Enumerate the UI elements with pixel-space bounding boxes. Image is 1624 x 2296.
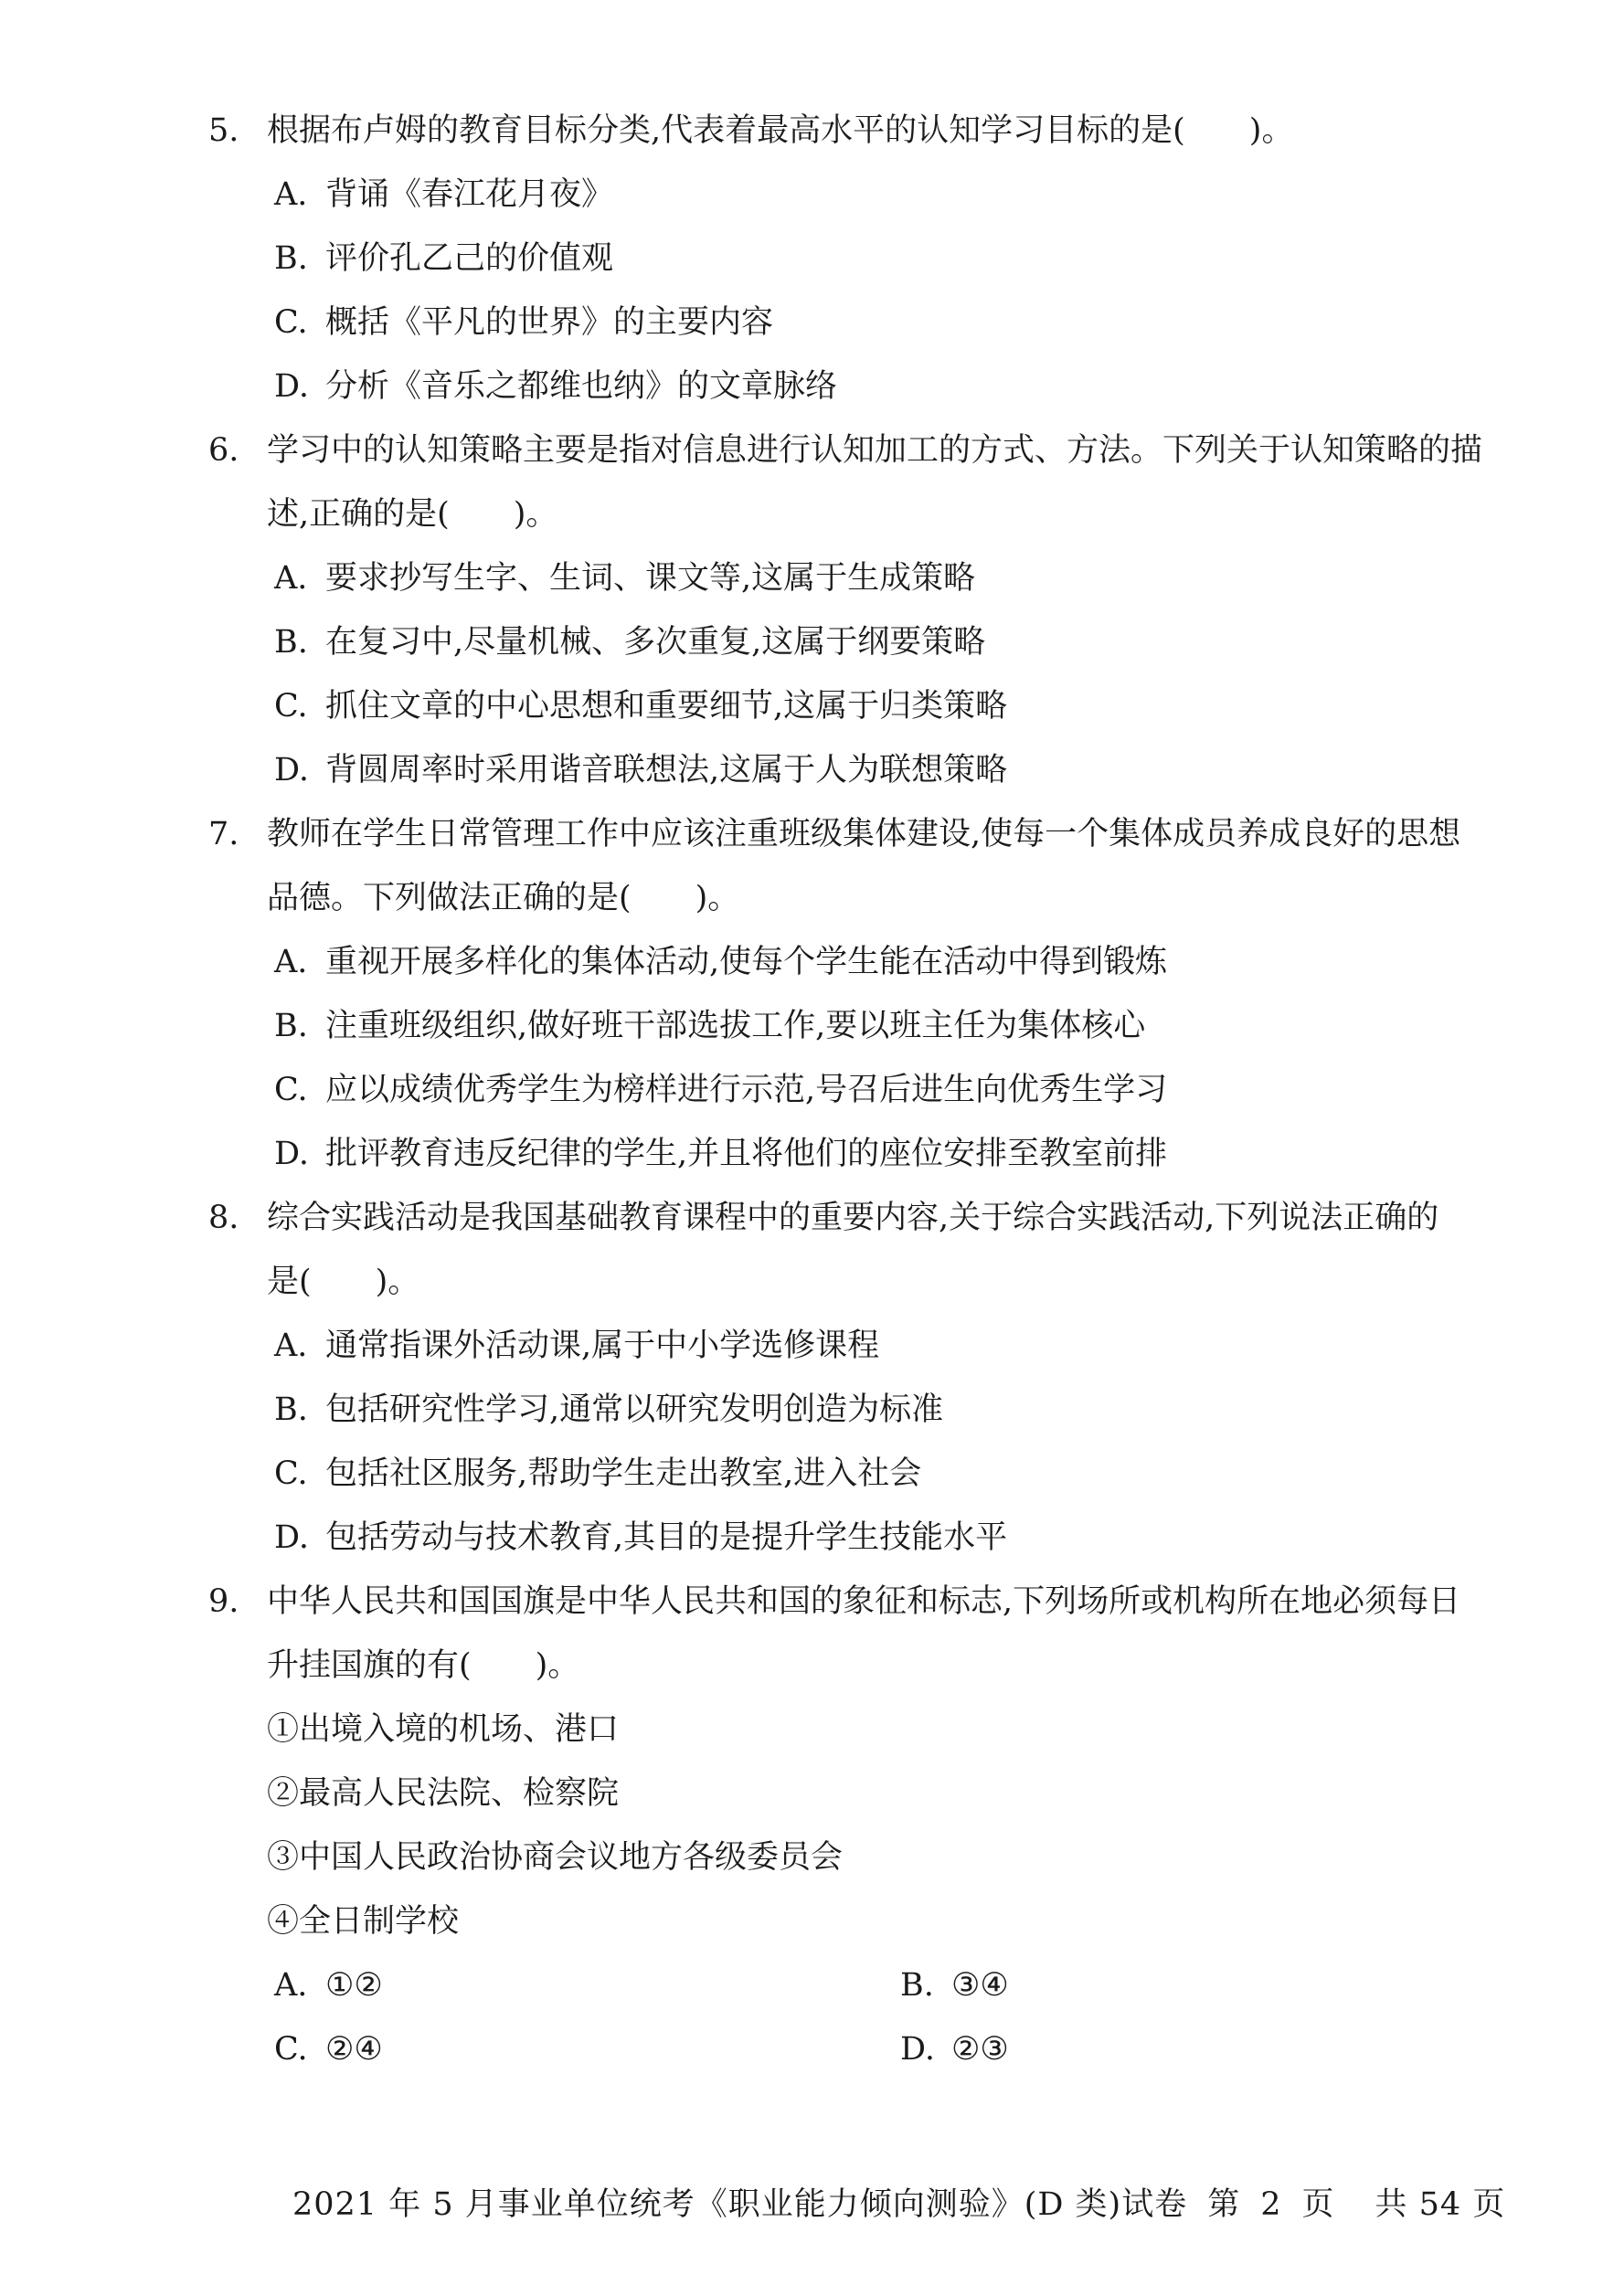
option-c [274,302,773,344]
option-a [274,1964,383,2006]
option-letter: D. [274,1136,309,1172]
option-letter: B. [900,1967,934,2004]
question-stem-cont: 升挂国旗的有( )。 [267,1647,580,1684]
question-stem: 教师在学生日常管理工作中应该注重班级集体建设,使每一个集体成员养成良好的思想 [267,816,1461,852]
option-d [900,2028,1009,2070]
option-text: 分析《音乐之都维也纳》的文章脉络 [325,368,838,405]
question-number: 9. [208,1583,239,1620]
option-letter: C. [274,688,308,725]
option-letter: D. [274,752,309,788]
question-stem: 中华人民共和国国旗是中华人民共和国的象征和标志,下列场所或机构所在地必须每日 [267,1583,1461,1620]
statement-item: ④全日制学校 [267,1903,460,1940]
option-b [274,238,613,280]
option-b [274,1005,1145,1047]
statement-item: ②最高人民法院、检察院 [267,1775,620,1812]
option-text: 在复习中,尽量机械、多次重复,这属于纲要策略 [325,624,986,661]
option-text: 重视开展多样化的集体活动,使每个学生能在活动中得到锻炼 [325,944,1168,980]
option-text: 概括《平凡的世界》的主要内容 [325,304,774,341]
option-a [274,941,1167,983]
option-d [274,365,837,407]
option-text: 通常指课外活动课,属于中小学选修课程 [325,1328,880,1364]
option-c [274,1069,1167,1111]
option-text: 批评教育违反纪律的学生,并且将他们的座位安排至教室前排 [325,1136,1168,1172]
option-text: 应以成绩优秀学生为榜样进行示范,号召后进生向优秀生学习 [325,1072,1168,1108]
option-letter: D. [274,368,309,405]
question-number: 5. [208,112,239,149]
option-letter: C. [274,304,308,341]
question-stem-cont: 述,正确的是( )。 [267,496,558,533]
option-c [274,685,1007,727]
option-d [274,1133,1167,1175]
option-letter: A. [274,1967,308,2004]
option-text: ②④ [325,2031,383,2068]
option-text: 注重班级组织,做好班干部选拔工作,要以班主任为集体核心 [325,1008,1146,1044]
question-number: 6. [208,432,239,469]
footer-page-unit: 页 [1301,2186,1335,2223]
option-letter: A. [274,560,308,597]
option-text: 包括社区服务,帮助学生走出教室,进入社会 [325,1455,922,1492]
option-letter: D. [900,2031,935,2068]
footer-page-label: 第 [1207,2186,1241,2223]
option-text: 抓住文章的中心思想和重要细节,这属于归类策略 [325,688,1008,725]
option-text: ②③ [951,2031,1009,2068]
option-b [274,1389,943,1431]
footer-exam-title: 2021 年 5 月事业单位统考《职业能力倾向测验》(D 类)试卷 [292,2186,1188,2223]
option-d [274,1517,1007,1559]
option-letter: A. [274,176,308,213]
footer-total-pages: 共 54 页 [1375,2186,1506,2223]
option-c [274,1453,921,1495]
option-text: 包括研究性学习,通常以研究发明创造为标准 [325,1391,944,1428]
option-text: 包括劳动与技术教育,其目的是提升学生技能水平 [325,1519,1008,1556]
option-text: 评价孔乙己的价值观 [325,240,614,277]
option-text: ③④ [951,1967,1009,2004]
option-a [274,174,613,216]
option-a [274,557,975,599]
option-letter: B. [274,624,308,661]
question-stem-cont: 品德。下列做法正确的是( )。 [267,880,740,916]
footer-page-number: 2 [1260,2186,1282,2223]
option-text: 背诵《春江花月夜》 [325,176,614,213]
option-letter: A. [274,1328,308,1364]
statement-item: ①出境入境的机场、港口 [267,1711,620,1748]
question-stem: 综合实践活动是我国基础教育课程中的重要内容,关于综合实践活动,下列说法正确的 [267,1200,1439,1236]
option-text: 要求抄写生字、生词、课文等,这属于生成策略 [325,560,976,597]
option-b [900,1964,1009,2006]
page-footer [292,2184,1505,2226]
statement-item: ③中国人民政治协商会议地方各级委员会 [267,1839,844,1876]
option-letter: B. [274,1391,308,1428]
option-d [274,749,1007,791]
question-stem-cont: 是( )。 [267,1264,420,1300]
option-text: 背圆周率时采用谐音联想法,这属于人为联想策略 [325,752,1008,788]
option-letter: B. [274,1008,308,1044]
option-letter: C. [274,2031,308,2068]
question-number: 8. [208,1200,239,1236]
option-b [274,621,985,663]
question-stem: 根据布卢姆的教育目标分类,代表着最高水平的认知学习目标的是( )。 [267,112,1294,149]
question-number: 7. [208,816,239,852]
option-c [274,2028,383,2070]
option-text: ①② [325,1967,383,2004]
option-letter: C. [274,1072,308,1108]
option-letter: D. [274,1519,309,1556]
option-letter: A. [274,944,308,980]
question-stem: 学习中的认知策略主要是指对信息进行认知加工的方式、方法。下列关于认知策略的描 [267,432,1483,469]
option-letter: C. [274,1455,308,1492]
option-a [274,1325,879,1367]
option-letter: B. [274,240,308,277]
